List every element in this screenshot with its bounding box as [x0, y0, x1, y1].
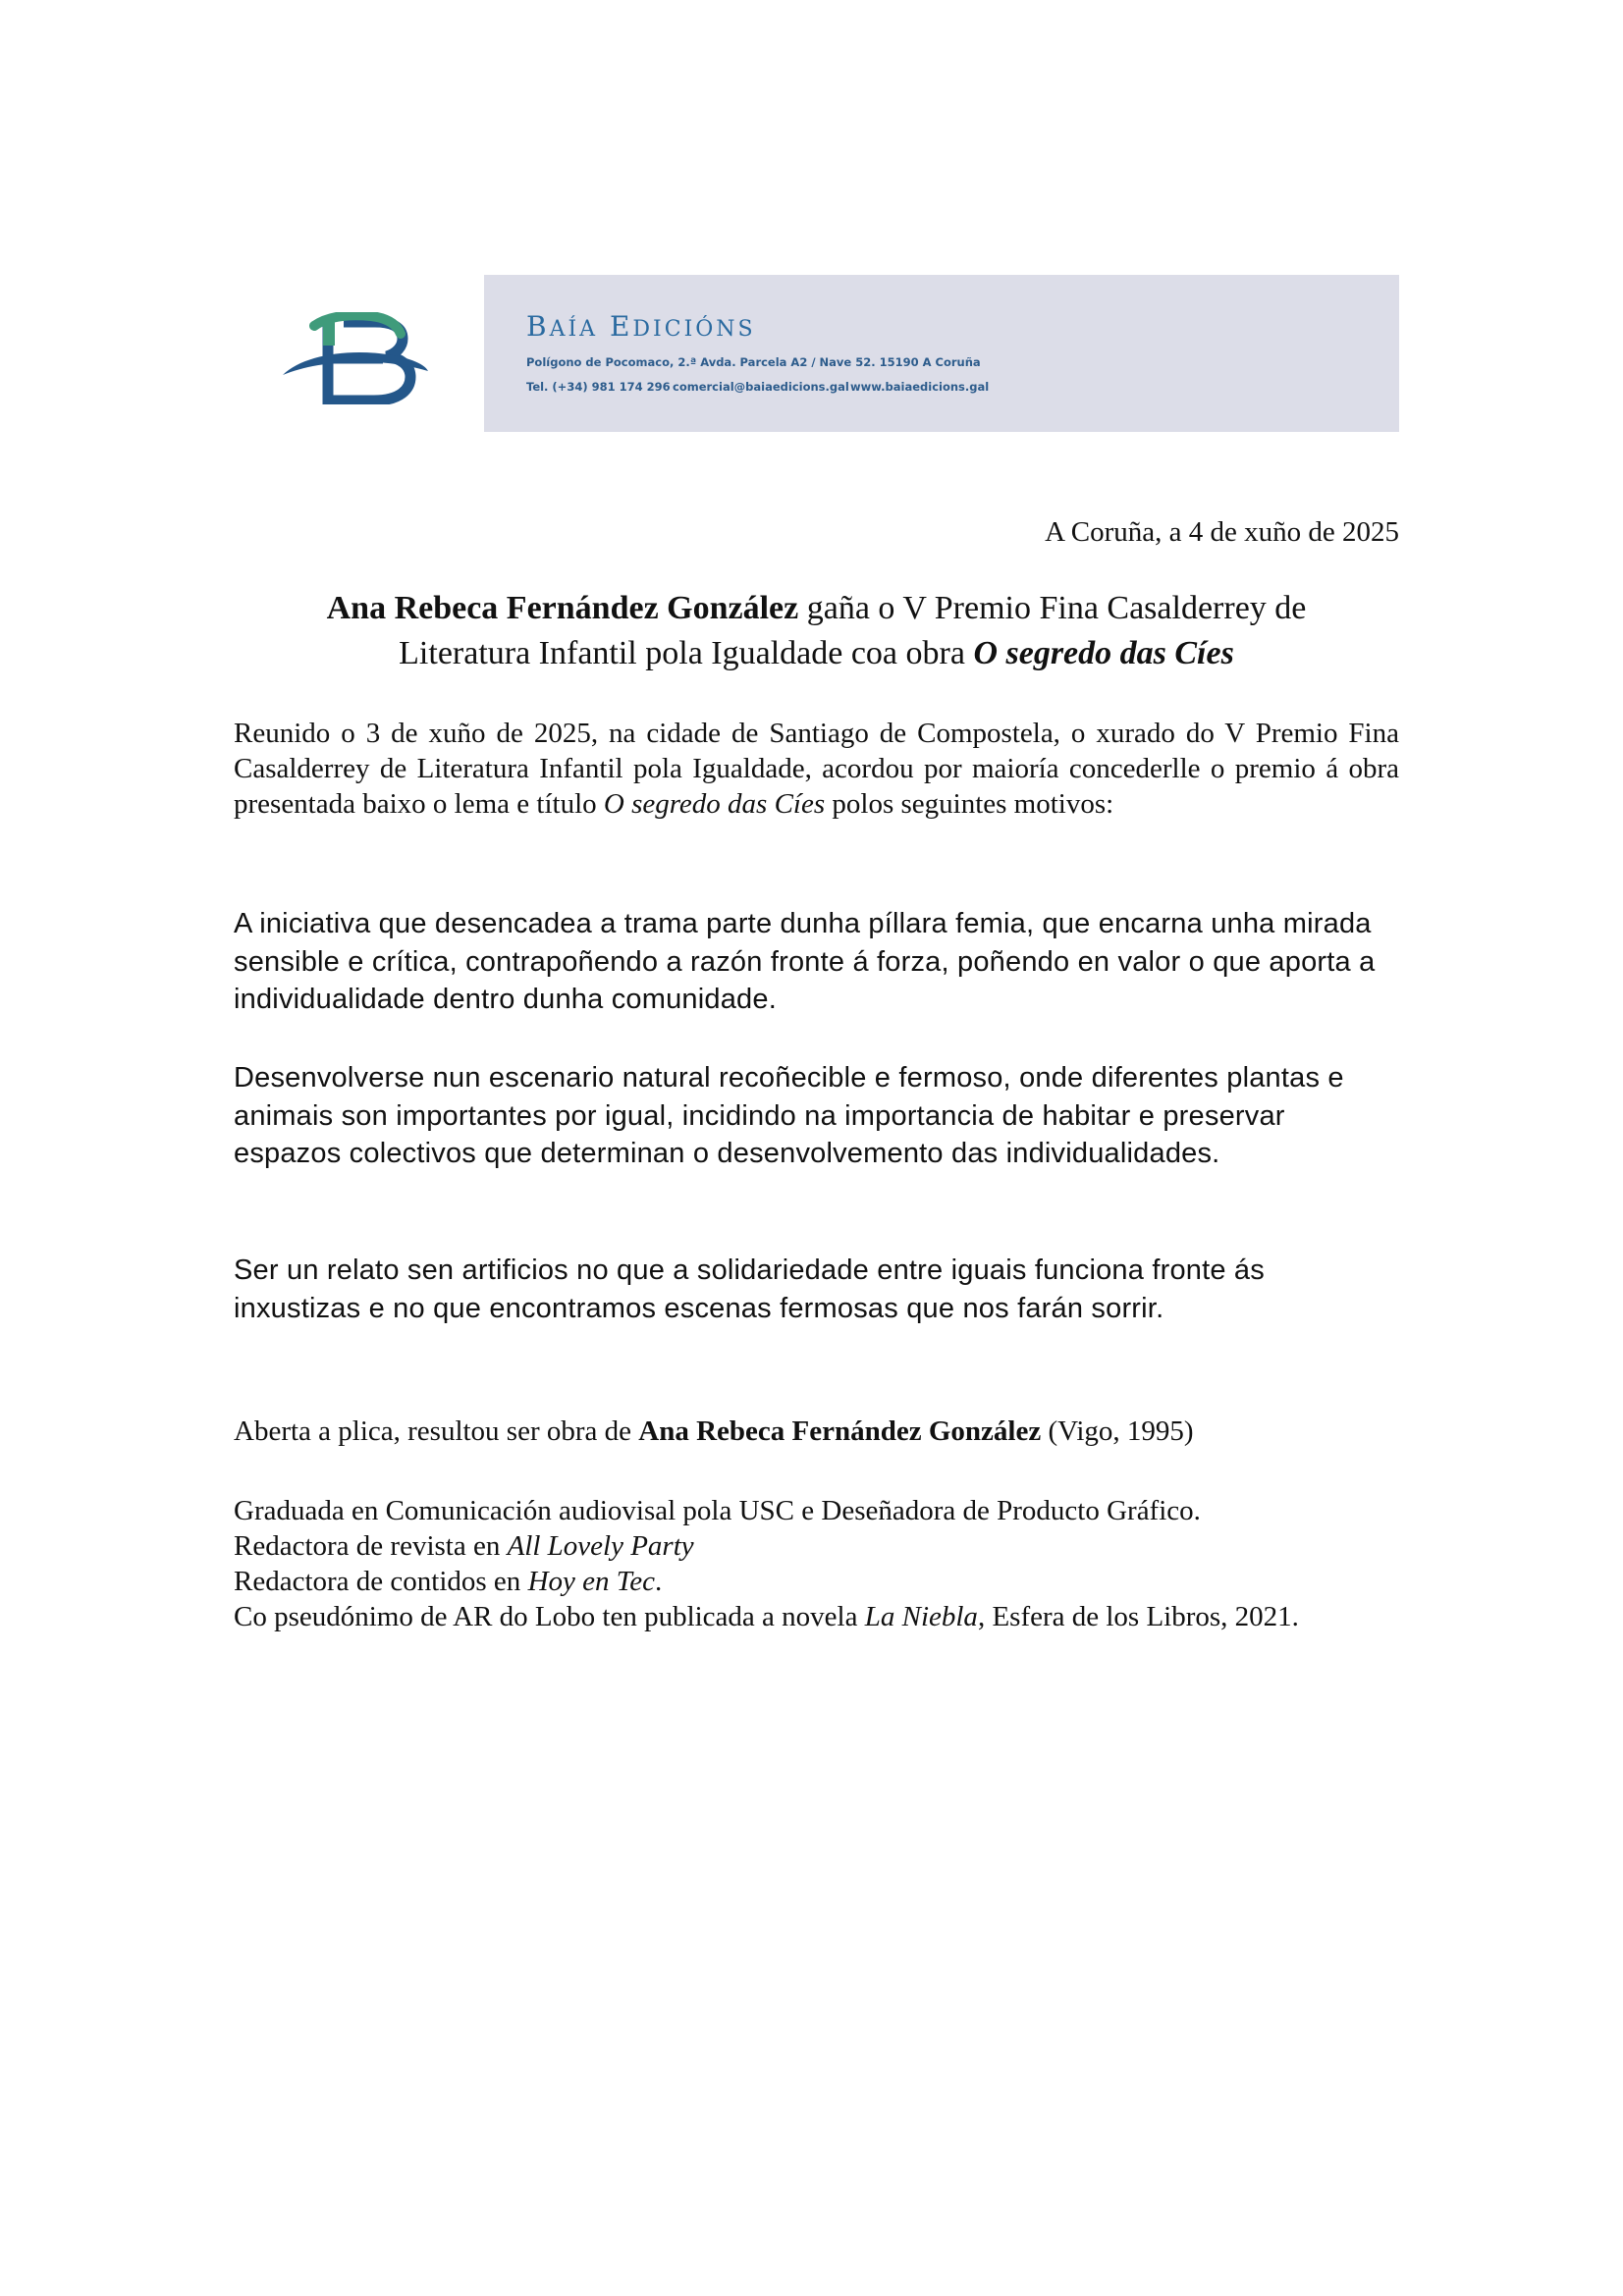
bio-line-3-text: Redactora de contidos en [234, 1566, 528, 1597]
baia-logo-icon [281, 312, 430, 404]
author-bio [234, 1493, 1399, 1634]
headline-work-title: O segredo das Cíes [973, 635, 1234, 671]
reason-paragraph-1: A iniciativa que desencadea a trama parte dunha píllara femia, que encarna unha mirada sensible e crítica, contrapoñendo a razón fronte á forza, poñendo en valor o que aporta a individualidade dentro dunha comunidade. [234, 908, 1376, 1015]
plica-name: Ana Rebeca Fernández González [638, 1415, 1042, 1447]
headline-name: Ana Rebeca Fernández González [326, 590, 799, 626]
bio-line-3 [234, 1564, 1399, 1599]
letterhead-phone: Tel. (+34) 981 174 296 [526, 380, 671, 394]
reason-paragraph-3: Ser un relato sen artificios no que a solidariedade entre iguais funciona fronte ás inxustizas e no que encontramos escenas fermosas que nos farán sorrir. [234, 1255, 1265, 1324]
intro-work-title: O segredo das Cíes [603, 788, 826, 820]
brand-name: BAÍA EDICIÓNS [526, 310, 756, 343]
bio-line-1: Graduada en Comunicación audiovisal pola USC e Deseñadora de Producto Gráfico. [234, 1495, 1201, 1526]
bio-line-4-end: , Esfera de los Libros, 2021. [977, 1601, 1299, 1632]
intro-paragraph [234, 716, 1399, 822]
bio-line-4-text: Co pseudónimo de AR do Lobo ten publicada a novela [234, 1601, 865, 1632]
bio-line-2 [234, 1528, 1399, 1564]
headline-text-1: gaña o V Premio Fina Casalderrey de [798, 590, 1307, 626]
bio-line-3-title: Hoy en Tec [527, 1566, 655, 1597]
letterhead-address: Polígono de Pocomaco, 2.ª Avda. Parcela A2 / Nave 52. 15190 A Coruña [526, 355, 981, 369]
bio-line-4 [234, 1599, 1399, 1634]
headline-text-2: Literatura Infantil pola Igualdade coa obra [399, 635, 974, 671]
plica-text: Aberta a plica, resultou ser obra de [234, 1415, 639, 1447]
bio-line-4-title: La Niebla [864, 1601, 978, 1632]
reason-paragraph-2: Desenvolverse nun escenario natural recoñecible e fermoso, onde diferentes plantas e animais son importantes por igual, incidindo na importancia de habitar e preservar espazos colectivos que determinan o desenvolvemento das individualidades. [234, 1062, 1344, 1169]
intro-text-end: polos seguintes motivos: [825, 788, 1114, 820]
letterhead-contact [526, 380, 989, 394]
date-line: A Coruña, a 4 de xuño de 2025 [1045, 516, 1399, 548]
letterhead-email: comercial@baiaedicions.gal [673, 380, 849, 394]
intro-text: Reunido o 3 de xuño de 2025, na cidade de Santiago de Compostela, o xurado do V Premio Fina Casalderrey de Literatura Infantil pola Igualdade, acordou por maioría concederlle o premio á obra presentada baixo o lema e título [234, 718, 1399, 820]
letterhead-band [484, 275, 1399, 432]
bio-line-2-text: Redactora de revista en [234, 1530, 508, 1562]
plica-text-end: (Vigo, 1995) [1041, 1415, 1194, 1447]
headline [234, 586, 1399, 676]
plica-line [234, 1414, 1194, 1449]
bio-line-2-title: All Lovely Party [507, 1530, 694, 1562]
bio-line-3-end: . [654, 1566, 663, 1597]
letterhead-website: www.baiaedicions.gal [850, 380, 990, 394]
